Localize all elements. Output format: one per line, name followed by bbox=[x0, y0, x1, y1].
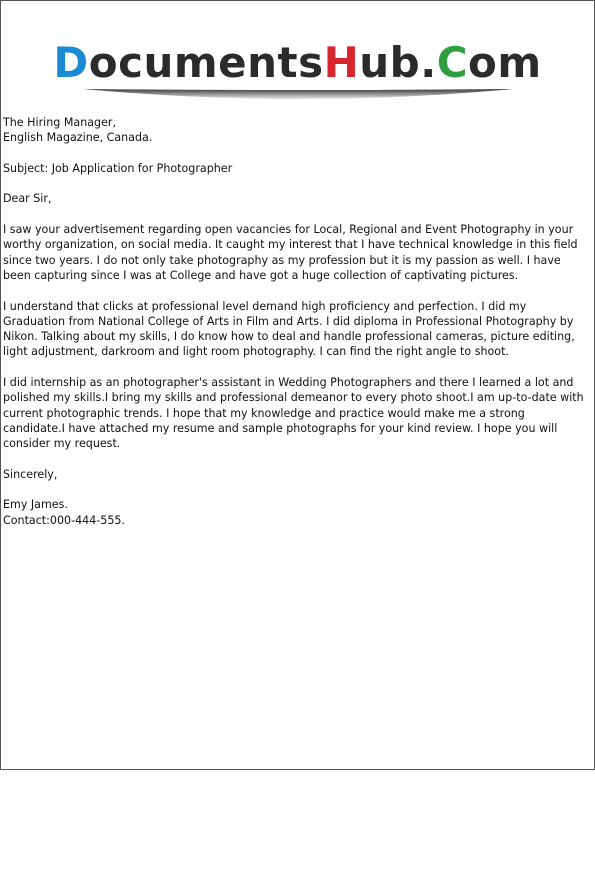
signature-name: Emy James. bbox=[3, 498, 68, 512]
logo-part-om: om bbox=[468, 38, 542, 87]
logo-wordmark bbox=[1, 39, 594, 87]
body-paragraph-2: I understand that clicks at professional level demand high proficiency and perfection. I did my Graduation from National College of Arts in Film and Arts. I did diploma in Professional Photography by Nikon. Talking about my skills, I do know how to deal and handle professional cameras, picture editing, light adjustment, darkroom and light room photography. I can find the right angle to shoot. bbox=[3, 299, 575, 359]
recipient-block bbox=[3, 115, 589, 146]
signature-contact: Contact:000-444-555. bbox=[3, 513, 125, 527]
logo-part-c: C bbox=[436, 38, 469, 87]
signature-block bbox=[3, 497, 589, 528]
body-paragraph-3: I did internship as an photographer's assistant in Wedding Photographers and there I learned a lot and polished my skills.I bring my skills and professional demeanor to every photo shoot.I am up-to-date with current photographic trends. I hope that my knowledge and practice would make me a strong candidate.I have attached my resume and sample photographs for your kind review. I hope you will consider my request. bbox=[3, 376, 584, 451]
letter-body bbox=[3, 115, 589, 543]
logo-part-ub: ub. bbox=[359, 38, 437, 87]
body-paragraph-1: I saw your advertisement regarding open vacancies for Local, Regional and Event Photography in your worthy organization, on social media. It caught my interest that I have technical knowledge in this field since two years. I do not only take photography as my profession but it is my passion as well. I have been capturing since I was at College and have got a huge collection of captivating pictures. bbox=[3, 223, 578, 282]
subject-line: Subject: Job Application for Photographer bbox=[3, 161, 233, 175]
logo-swoosh bbox=[83, 87, 513, 105]
logo-part-ocuments: ocuments bbox=[88, 38, 324, 87]
documentshub-logo bbox=[1, 31, 594, 111]
logo-part-h: H bbox=[323, 38, 360, 87]
closing: Sincerely, bbox=[3, 467, 58, 481]
recipient-line-1: The Hiring Manager, bbox=[3, 116, 116, 129]
logo-part-d: D bbox=[53, 38, 89, 87]
salutation: Dear Sir, bbox=[3, 192, 52, 206]
recipient-line-2: English Magazine, Canada. bbox=[3, 131, 153, 145]
